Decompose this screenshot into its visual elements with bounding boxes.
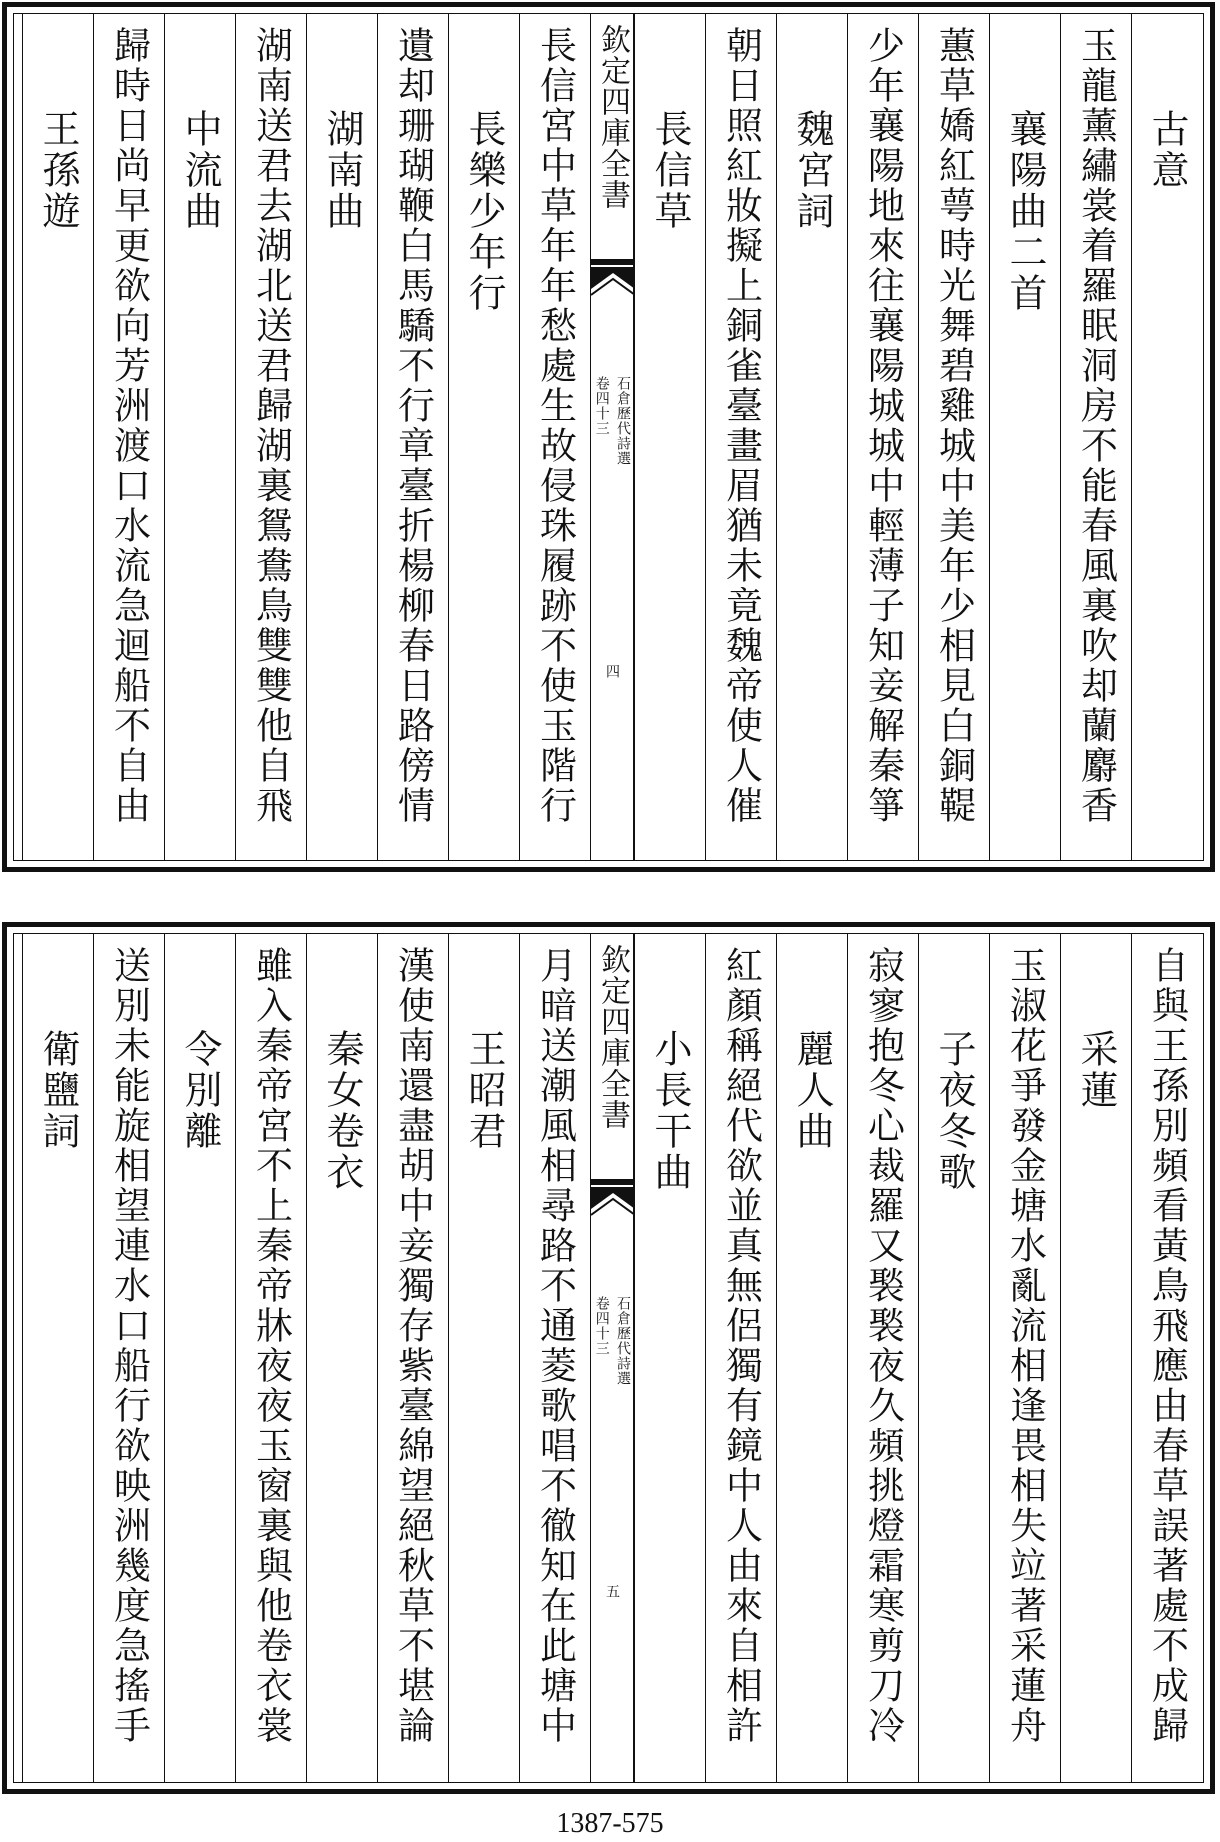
poem-text-column (93, 14, 164, 860)
poem-title-column (918, 934, 989, 1782)
strip-collection-title: 石倉歷代詩選 (615, 376, 631, 466)
poem-line: 少年襄陽地來往襄陽城城中輕薄子知妾解秦箏 (861, 26, 905, 826)
poem-line: 朝日照紅妝擬上銅雀臺畫眉猶未竟魏帝使人催 (719, 26, 763, 826)
poem-text-column (705, 934, 776, 1782)
poem-title-column (989, 14, 1060, 860)
poem-text-column (918, 14, 989, 860)
poem-title: 湖南曲 (320, 109, 364, 232)
poem-line: 長信宮中草年年愁處生故侵珠履跡不使玉階行 (533, 26, 577, 826)
poem-title-column (634, 14, 705, 860)
poem-line: 送別未能旋相望連水口船行欲映洲幾度急搖手 (107, 946, 151, 1746)
strip-page-number: 四 (604, 664, 620, 678)
poem-title-column (776, 14, 847, 860)
poem-title: 王孫遊 (36, 109, 80, 232)
poem-title-column (448, 934, 519, 1782)
poem-text-column (705, 14, 776, 860)
poem-text-column (93, 934, 164, 1782)
poem-text-column (1131, 934, 1202, 1782)
poem-line: 遺却珊瑚鞭白馬驕不行章臺折楊柳春日路傍情 (391, 26, 435, 826)
poem-title-column (776, 934, 847, 1782)
poem-line: 雖入秦帝宮不上秦帝牀夜夜玉窗裏與他卷衣裳 (249, 946, 293, 1746)
poem-title: 古意 (1145, 109, 1189, 191)
center-margin-strip (590, 14, 634, 860)
fishtail-ornament-icon (591, 259, 635, 314)
fishtail-ornament-icon (591, 1179, 635, 1234)
poem-text-column (519, 14, 590, 860)
poem-title-column (22, 14, 93, 860)
strip-collection-title: 石倉歷代詩選 (615, 1296, 631, 1386)
lower-page-frame (13, 933, 1204, 1783)
poem-title: 衛鹽詞 (36, 1029, 80, 1152)
poem-title-column (22, 934, 93, 1782)
poem-title: 小長干曲 (648, 1029, 692, 1193)
upper-page-frame (13, 13, 1204, 861)
poem-text-column (847, 14, 918, 860)
poem-line: 歸時日尚早更欲向芳洲渡口水流急迴船不自由 (107, 26, 151, 826)
poem-text-column (377, 934, 448, 1782)
poem-title-column (306, 934, 377, 1782)
poem-title-column (164, 934, 235, 1782)
poem-title: 魏宮詞 (790, 109, 834, 232)
strip-page-number: 五 (604, 1584, 620, 1598)
poem-title: 麗人曲 (790, 1029, 834, 1152)
poem-text-column (847, 934, 918, 1782)
poem-title-column (164, 14, 235, 860)
poem-text-column (519, 934, 590, 1782)
poem-title-column (448, 14, 519, 860)
poem-title: 長樂少年行 (462, 109, 506, 314)
poem-text-column (989, 934, 1060, 1782)
poem-line: 玉龍薰繡裳着羅眠洞房不能春風裏吹却蘭麝香 (1074, 26, 1118, 826)
poem-line: 紅顏稱絕代欲並真無侶獨有鏡中人由來自相許 (719, 946, 763, 1746)
poem-title: 襄陽曲二首 (1003, 109, 1047, 314)
poem-text-column (235, 14, 306, 860)
lower-page (2, 922, 1215, 1794)
center-margin-strip (590, 934, 634, 1782)
strip-volume-number: 卷四十三 (593, 376, 610, 436)
poem-line: 自與王孫別頻看黃鳥飛應由春草誤著處不成歸 (1145, 946, 1189, 1746)
poem-title-column (1060, 934, 1131, 1782)
poem-line: 蕙草嬌紅萼時光舞碧雞城中美年少相見白銅鞮 (932, 26, 976, 826)
poem-title: 秦女卷衣 (320, 1029, 364, 1193)
poem-line: 玉淑花爭發金塘水亂流相逢畏相失竝著采蓮舟 (1003, 946, 1047, 1746)
poem-text-column (235, 934, 306, 1782)
poem-text-column (1060, 14, 1131, 860)
poem-title: 采蓮 (1074, 1029, 1118, 1111)
poem-line: 月暗送潮風相尋路不通菱歌唱不徹知在此塘中 (533, 946, 577, 1746)
strip-volume-number: 卷四十三 (593, 1296, 610, 1356)
poem-line: 漢使南還盡胡中妾獨存紫臺綿望絕秋草不堪論 (391, 946, 435, 1746)
strip-book-title: 欽定四庫全書 (595, 944, 630, 1130)
strip-book-title: 欽定四庫全書 (595, 24, 630, 210)
poem-title-column (634, 934, 705, 1782)
poem-line: 湖南送君去湖北送君歸湖裏鴛鴦鳥雙雙他自飛 (249, 26, 293, 826)
poem-title: 中流曲 (178, 109, 222, 232)
poem-title: 長信草 (648, 109, 692, 232)
poem-text-column (377, 14, 448, 860)
poem-title: 王昭君 (462, 1029, 506, 1152)
poem-title-column (1131, 14, 1202, 860)
poem-title: 令別離 (178, 1029, 222, 1152)
upper-page (2, 2, 1215, 872)
poem-title-column (306, 14, 377, 860)
poem-title: 子夜冬歌 (932, 1029, 976, 1193)
page-code: 1387-575 (556, 1808, 664, 1839)
poem-line: 寂寥抱冬心裁羅又褧褧夜久頻挑燈霜寒剪刀冷 (861, 946, 905, 1746)
